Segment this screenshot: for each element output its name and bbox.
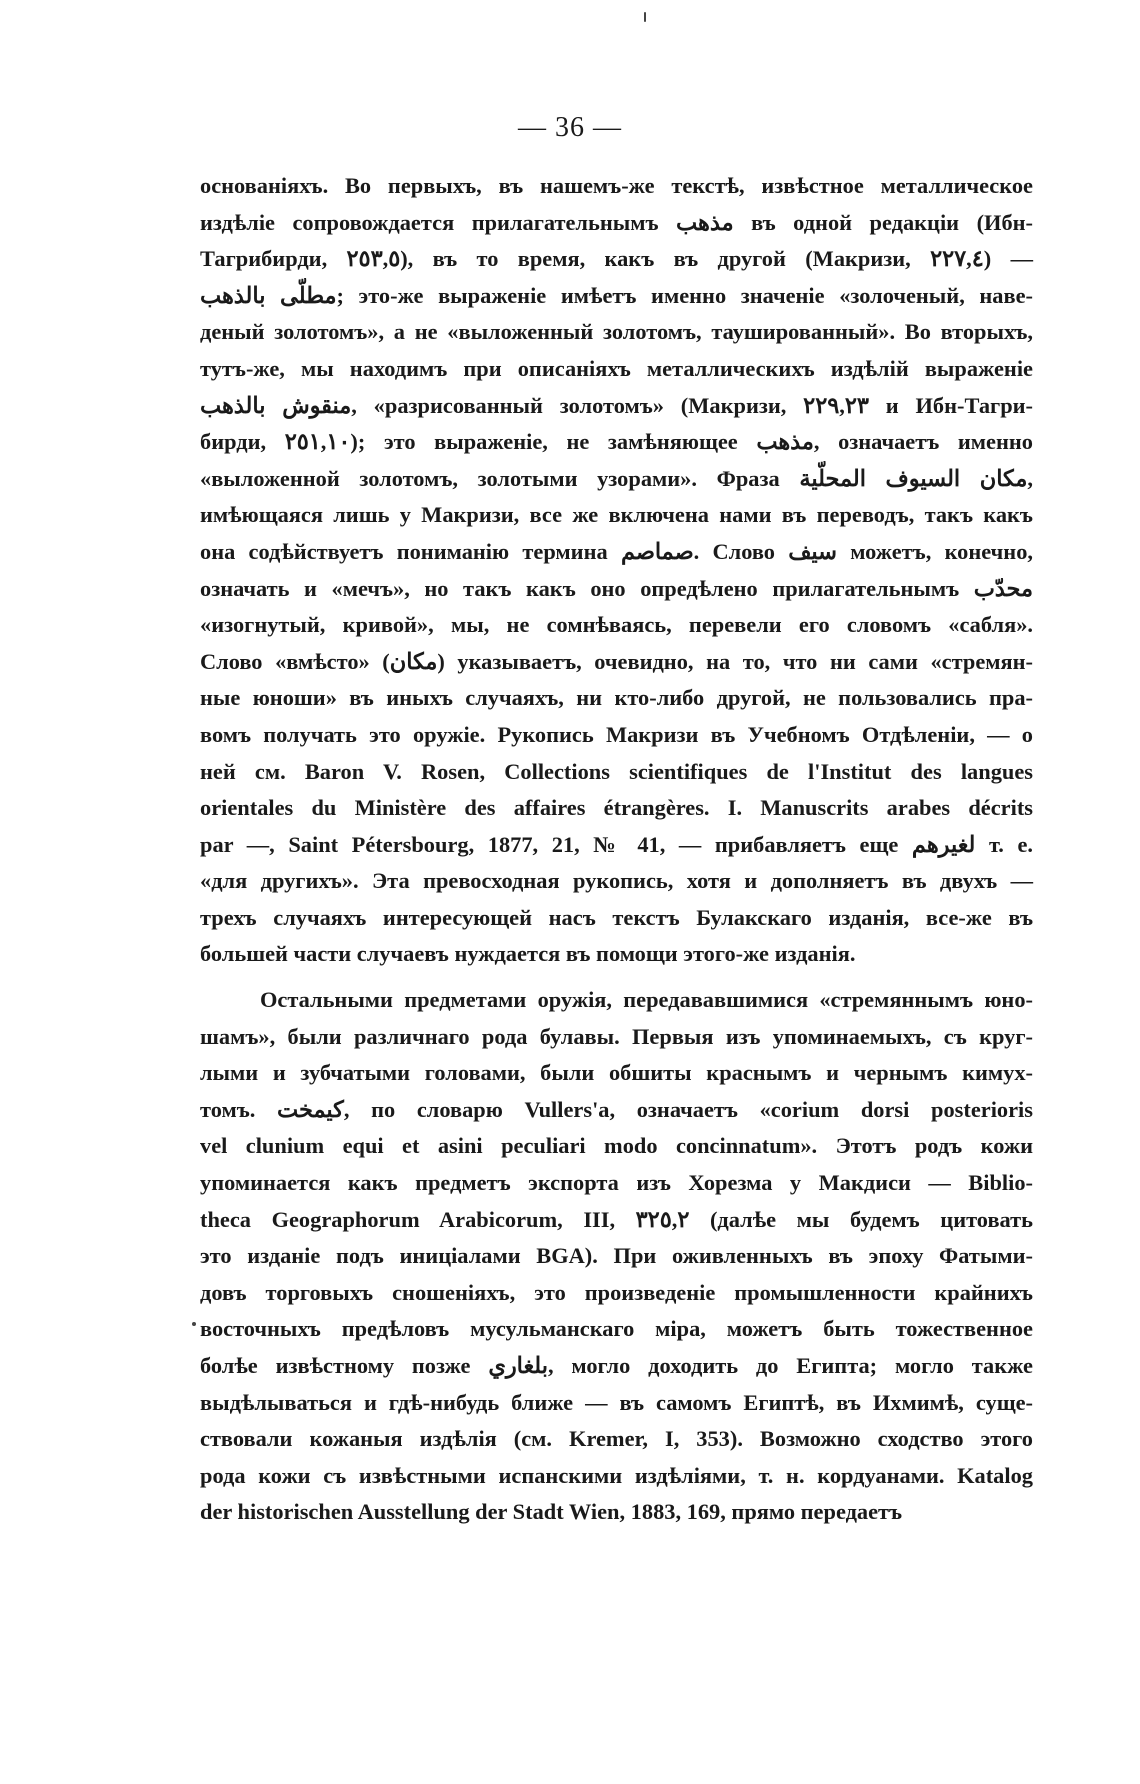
paragraph-1 [200, 168, 1033, 973]
text-line: имѣющаяся лишь у Макризи, все же включена нами въ переводъ, такъ какъ [200, 502, 1033, 528]
text-line: основаніяхъ. Во первыхъ, въ нашемъ-же текстѣ, извѣстное металлическое [200, 173, 1033, 198]
text-line: منقوش بالذهب, «разрисованный золотомъ» (Макризи, ٢٢٩,٢٣ и Ибн-Тагри- [200, 392, 1033, 418]
text-line: довъ торговыхъ сношеніяхъ, это произведеніе промышленности крайнихъ [200, 1279, 1033, 1305]
text-line: означать и «мечъ», но такъ какъ оно опредѣлено прилагательнымъ محدّب [200, 575, 1033, 601]
stray-dot-mark [644, 12, 646, 22]
text-line: это изданіе подъ иниціалами BGA). При оживленныхъ въ эпоху Фатыми- [200, 1243, 1033, 1269]
text-line: der historischen Ausstellung der Stadt Wien, 1883, 169, прямо передаетъ [200, 1499, 903, 1525]
text-line: «выложенной золотомъ, золотыми узорами». Фраза مكان السيوف المحلّية, [200, 465, 1033, 491]
text-line: лыми и зубчатыми головами, были обшиты краснымъ и чернымъ кимух- [200, 1060, 1033, 1086]
text-line: vel clunium equi et asini peculiari modo concinnatum». Этотъ родъ кожи [200, 1133, 1033, 1159]
text-line: theca Geographorum Arabicorum, III, ٣٢٥,٢ (далѣе мы будемъ цитовать [200, 1206, 1033, 1232]
text-line: par —, Saint Pétersbourg, 1877, 21, № 41, — прибавляетъ еще لغيرهم т. е. [200, 831, 1033, 857]
text-line: томъ. كيمخت, по словарю Vullers'a, означаетъ «corium dorsi posterioris [200, 1096, 1033, 1122]
text-line: болѣе извѣстному позже بلغاري, могло доходить до Египта; могло также [200, 1352, 1033, 1378]
paragraph-2 [200, 982, 1033, 1531]
text-line: «для другихъ». Эта превосходная рукопись, хотя и дополняетъ въ двухъ — [200, 868, 1033, 894]
text-line: шамъ», были различнаго рода булавы. Первыя изъ упоминаемыхъ, съ круг- [200, 1023, 1033, 1049]
page-number: — 36 — [518, 112, 622, 143]
text-line: ные юноши» въ иныхъ случаяхъ, ни кто-либо другой, не пользовались пра- [200, 685, 1033, 711]
text-line: издѣліе сопровождается прилагательнымъ مذهب въ одной редакціи (Ибн- [200, 209, 1034, 235]
text-line: ней см. Baron V. Rosen, Collections scientifiques de l'Institut des langues [200, 758, 1033, 784]
text-line: Тагрибирди, ٢٥٣,٥), въ то время, какъ въ другой (Макризи, ٢٢٧,٤) — [200, 246, 1033, 272]
text-line: ствовали кожаныя издѣлія (см. Kremer, I, 353). Возможно сходство этого [200, 1426, 1033, 1452]
text-line: восточныхъ предѣловъ мусульманскаго міра, можетъ быть тожественное [200, 1316, 1033, 1342]
text-line: Слово «вмѣсто» (مكان) указываетъ, очевидно, на то, что ни сами «стремян- [200, 648, 1033, 674]
text-line: тутъ-же, мы находимъ при описаніяхъ металлическихъ издѣлій выраженіе [200, 355, 1033, 381]
text-line: выдѣлываться и гдѣ-нибудь ближе — въ самомъ Египтѣ, въ Ихмимѣ, суще- [200, 1389, 1033, 1415]
text-line: большей части случаевъ нуждается въ помощи этого-же изданія. [200, 941, 856, 967]
stray-dot-mark [192, 1322, 196, 1326]
text-line: бирди, ٢٥١,١٠); это выраженіе, не замѣняющее مذهب, означаетъ именно [200, 429, 1033, 455]
text-line: упоминается какъ предметъ экспорта изъ Хорезма у Макдиси — Biblio- [200, 1169, 1033, 1195]
text-line: трехъ случаяхъ интересующей насъ текстъ Булакскаго изданія, все-же въ [200, 904, 1033, 930]
text-line: مطلّى بالذهب; это-же выраженіе имѣетъ именно значеніе «золоченый, наве- [200, 282, 1033, 308]
text-line: рода кожи съ извѣстными испанскими издѣліями, т. н. кордуанами. Katalog [200, 1462, 1033, 1488]
text-line: вомъ получать это оружіе. Рукопись Макризи въ Учебномъ Отдѣленіи, — о [200, 721, 1033, 747]
text-line: она содѣйствуетъ пониманію термина صماصم. Слово سيف можетъ, конечно, [200, 538, 1033, 564]
text-line: деный золотомъ», а не «выложенный золотомъ, таушированный». Во вторыхъ, [200, 319, 1033, 345]
text-line: orientales du Ministère des affaires étrangères. I. Manuscrits arabes décrits [200, 795, 1033, 821]
text-line: Остальными предметами оружія, передававшимися «стремяннымъ юно- [260, 987, 1033, 1012]
text-line: «изогнутый, кривой», мы, не сомнѣваясь, перевели его словомъ «сабля». [200, 612, 1033, 638]
